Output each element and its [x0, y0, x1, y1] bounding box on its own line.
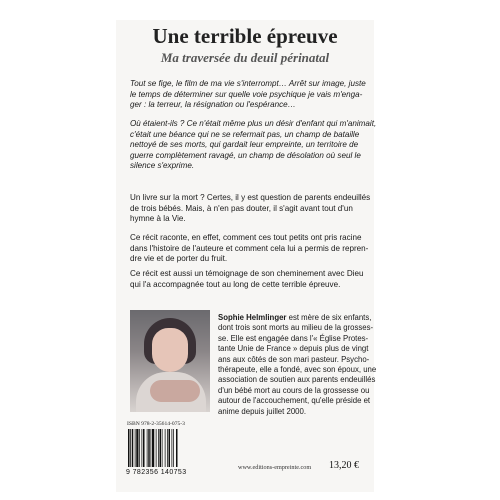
- blurb-paragraph: [130, 79, 368, 111]
- barcode-number: 9 782356 140753: [126, 469, 187, 476]
- blurb-line: le temps de déterminer sur quelle voie psychique je vais m'enga-: [130, 89, 363, 99]
- photo-face: [152, 328, 188, 372]
- bio-line: thérapeute, elle a fondé, avec son époux, une: [218, 365, 377, 375]
- blurb-line: Ce récit raconte, en effet, comment ces tout petits ont pris racine: [130, 233, 362, 242]
- blurb-line: Où étaient-ils ? Ce n'était même plus un désir d'enfant qui m'animait,: [130, 119, 377, 128]
- blurb-line: dans l'histoire de l'auteure et comment cela lui a permis de repren-: [130, 243, 369, 253]
- bio-first-line-rest: est mère de six enfants,: [286, 313, 372, 322]
- publisher-website: www.editions-empreinte.com: [238, 464, 312, 471]
- barcode-bar: [130, 429, 131, 467]
- blurb-line: de trois bébés. Mais, à n'en pas douter, il s'agit avant tout d'un: [130, 203, 353, 213]
- barcode-bar: [139, 429, 140, 467]
- barcode: [127, 429, 199, 467]
- barcode-bars: [127, 429, 199, 467]
- blurb-line: Ce récit est aussi un témoignage de son cheminement avec Dieu: [130, 269, 364, 278]
- isbn: ISBN 978-2-35614-075-3: [127, 421, 185, 427]
- blurb-line: hymne à la Vie.: [130, 214, 186, 224]
- bio-line: d'un bébé mort au cours de la grossesse ou: [218, 385, 370, 395]
- blurb-line: dre vie et de porter du fruit.: [130, 254, 228, 264]
- blurb-line: ger : la terreur, la résignation ou l'espérance…: [130, 100, 296, 110]
- barcode-bar: [135, 429, 136, 467]
- author-bio: [218, 313, 377, 417]
- blurb-paragraph: [130, 269, 368, 290]
- barcode-bar: [128, 429, 130, 467]
- author-photo: [130, 310, 210, 412]
- blurb-paragraph: [130, 233, 368, 265]
- barcode-bar: [172, 429, 173, 467]
- barcode-bar: [169, 429, 171, 467]
- blurb-line: guerre complètement ravagé, un champ de désolation où seul le: [130, 150, 361, 160]
- book-title: Une terrible épreuve: [152, 24, 338, 48]
- barcode-bar: [152, 429, 154, 467]
- barcode-bar: [148, 429, 150, 467]
- blurb-line: Un livre sur la mort ? Certes, il y est question de parents endeuillés: [130, 193, 371, 202]
- barcode-bar: [165, 429, 166, 467]
- blurb-paragraph: [130, 193, 371, 225]
- barcode-bar: [156, 429, 157, 467]
- barcode-bar: [160, 429, 162, 467]
- author-name: Sophie Helmlinger: [218, 313, 287, 322]
- blurb-line: nettoyé de ses morts, qui gardait leur empreinte, un territoire de: [130, 140, 359, 150]
- photo-arm: [150, 380, 200, 402]
- barcode-bar: [136, 429, 138, 467]
- barcode-bar: [143, 429, 145, 467]
- bio-line: association de soutien aux parents endeuillés: [218, 375, 376, 385]
- bio-line: se. Elle est engagée dans l'« Église Protes-: [218, 333, 369, 343]
- bio-line: ans aux côtés de son mari pasteur. Psycho-: [218, 354, 370, 364]
- barcode-bar: [142, 429, 143, 467]
- blurb-line: silence s'exprime.: [130, 161, 195, 171]
- barcode-bar: [158, 429, 159, 467]
- bio-first-line: [218, 313, 370, 323]
- blurb-line: qui l'a accompagnée tout au long de cette terrible épreuve.: [130, 279, 341, 289]
- bio-line: tante Unie de France » depuis plus de vingt: [218, 344, 369, 354]
- barcode-bar: [151, 429, 152, 467]
- barcode-bar: [162, 429, 163, 467]
- barcode-bar: [147, 429, 148, 467]
- barcode-bar: [173, 429, 174, 467]
- barcode-bar: [167, 429, 168, 467]
- blurb-line: Tout se fige, le film de ma vie s'interrompt… Arrêt sur image, juste: [130, 79, 366, 88]
- bio-line: dont trois sont morts au milieu de la grosses-: [218, 323, 374, 333]
- blurb-line: c'était une béance qui ne se refermait pas, un champ de bataille: [130, 129, 360, 139]
- barcode-bar: [132, 429, 134, 467]
- blurb-paragraph: [130, 119, 377, 172]
- barcode-bar: [176, 429, 178, 467]
- book-subtitle: Ma traversée du deuil périnatal: [160, 50, 330, 65]
- bio-line: anime depuis juillet 2000.: [218, 406, 306, 416]
- bio-line: autour de l'accouchement, qu'elle préside et: [218, 396, 371, 406]
- price: 13,20 €: [329, 460, 359, 471]
